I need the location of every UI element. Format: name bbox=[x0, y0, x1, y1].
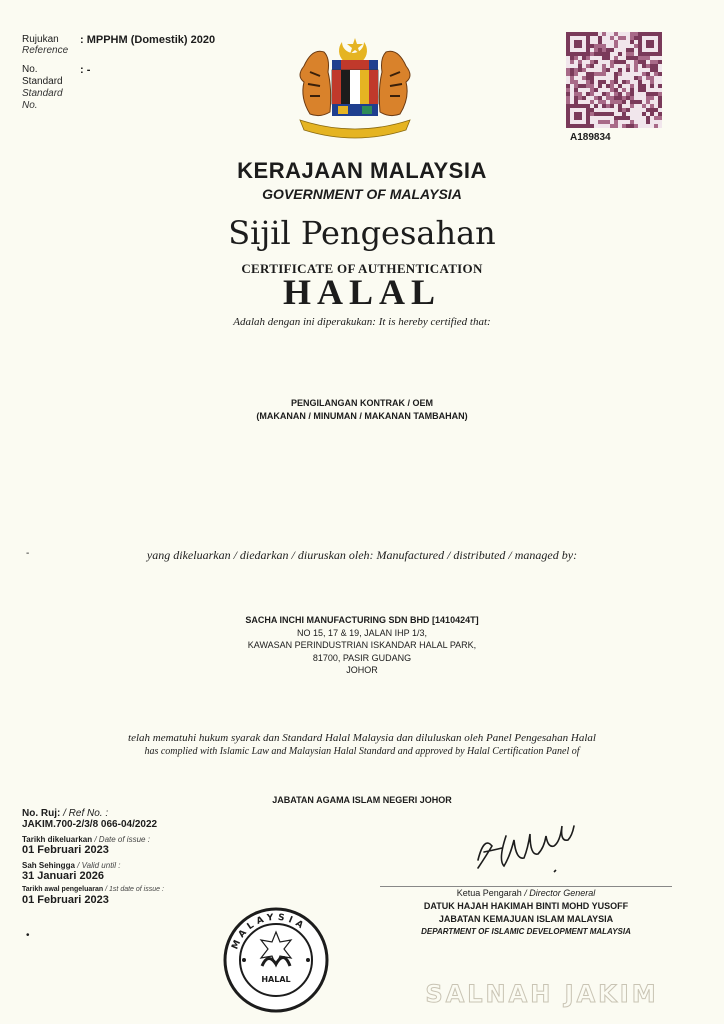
address-line: NO 15, 17 & 19, JALAN IHP 1/3, bbox=[297, 627, 427, 638]
product-subcategory: (MAKANAN / MINUMAN / MAKANAN TAMBAHAN) bbox=[256, 411, 468, 421]
department-name-ms: JABATAN KEMAJUAN ISLAM MALAYSIA bbox=[438, 914, 614, 924]
address-line: 81700, PASIR GUDANG bbox=[312, 652, 412, 663]
halal-malaysia-logo-icon bbox=[222, 906, 330, 1014]
bullet-mark: - bbox=[26, 548, 30, 559]
address-line: JOHOR bbox=[346, 665, 378, 675]
standard-value: : - bbox=[80, 64, 91, 76]
ref-no-label: No. Ruj: / Ref No. : bbox=[22, 808, 109, 819]
government-title-en: GOVERNMENT OF MALAYSIA bbox=[262, 186, 462, 202]
valid-until-value: 31 Januari 2026 bbox=[22, 870, 104, 882]
qr-serial-number: A189834 bbox=[570, 132, 611, 143]
director-name: DATUK HAJAH HAKIMAH BINTI MOHD YUSOFF bbox=[423, 901, 629, 911]
approving-panel: JABATAN AGAMA ISLAM NEGERI JOHOR bbox=[272, 795, 452, 805]
watermark-text: SALNAH JAKIM bbox=[425, 980, 659, 1008]
reference-label: Rujukan Reference bbox=[22, 34, 69, 56]
compliance-statement-ms: telah mematuhi hukum syarak dan Standard Halal Malaysia dan diluluskan oleh Panel Pengesahan Halal bbox=[128, 732, 596, 744]
ref-no-value: JAKIM.700-2/3/8 066-04/2022 bbox=[22, 819, 158, 830]
director-title: Ketua Pengarah / Director General bbox=[456, 888, 596, 898]
certificate-title-en: CERTIFICATE OF AUTHENTICATION bbox=[241, 261, 483, 276]
director-signature bbox=[470, 820, 600, 880]
certified-statement: Adalah dengan ini diperakukan: It is hereby certified that: bbox=[233, 316, 491, 328]
product-category: PENGILANGAN KONTRAK / OEM bbox=[290, 398, 433, 408]
qr-code-icon[interactable] bbox=[566, 32, 662, 128]
logo-ring-text: MALAYSIA bbox=[230, 912, 308, 952]
department-name-en: DEPARTMENT OF ISLAMIC DEVELOPMENT MALAYSIA bbox=[421, 927, 631, 936]
certificate-title-ms: Sijil Pengesahan bbox=[228, 214, 496, 252]
issue-date-value: 01 Februari 2023 bbox=[22, 844, 109, 856]
certificate-details bbox=[22, 808, 242, 910]
issue-date-label: Tarikh dikeluarkan / Date of issue : bbox=[22, 835, 150, 844]
logo-center-text: HALAL bbox=[261, 975, 291, 984]
reference-value: : MPPHM (Domestik) 2020 bbox=[80, 34, 216, 46]
valid-until-label: Sah Sehingga / Valid until : bbox=[22, 861, 121, 870]
halal-heading: HALAL bbox=[282, 272, 442, 312]
standard-label: No. Standard Standard No. bbox=[22, 64, 63, 111]
government-title-ms: KERAJAAN MALAYSIA bbox=[237, 158, 487, 183]
address-line: KAWASAN PERINDUSTRIAN ISKANDAR HALAL PARK, bbox=[247, 640, 477, 650]
manufactured-by-statement: yang dikeluarkan / diedarkan / diuruskan oleh: Manufactured / distributed / managed by: bbox=[146, 548, 578, 562]
manufacturer-block bbox=[0, 614, 724, 677]
signature-line bbox=[380, 886, 672, 887]
malaysia-coat-of-arms-icon bbox=[290, 36, 420, 140]
first-issue-value: 01 Februari 2023 bbox=[22, 894, 109, 906]
first-issue-label: Tarikh awal pengeluaran / 1st date of issue : bbox=[22, 886, 164, 893]
watermark bbox=[392, 978, 692, 1008]
bullet-mark: • bbox=[26, 930, 30, 941]
company-name: SACHA INCHI MANUFACTURING SDN BHD [1410424T] bbox=[245, 615, 479, 625]
compliance-statement-en: has complied with Islamic Law and Malaysian Halal Standard and approved by Halal Certification Panel of bbox=[144, 746, 580, 757]
